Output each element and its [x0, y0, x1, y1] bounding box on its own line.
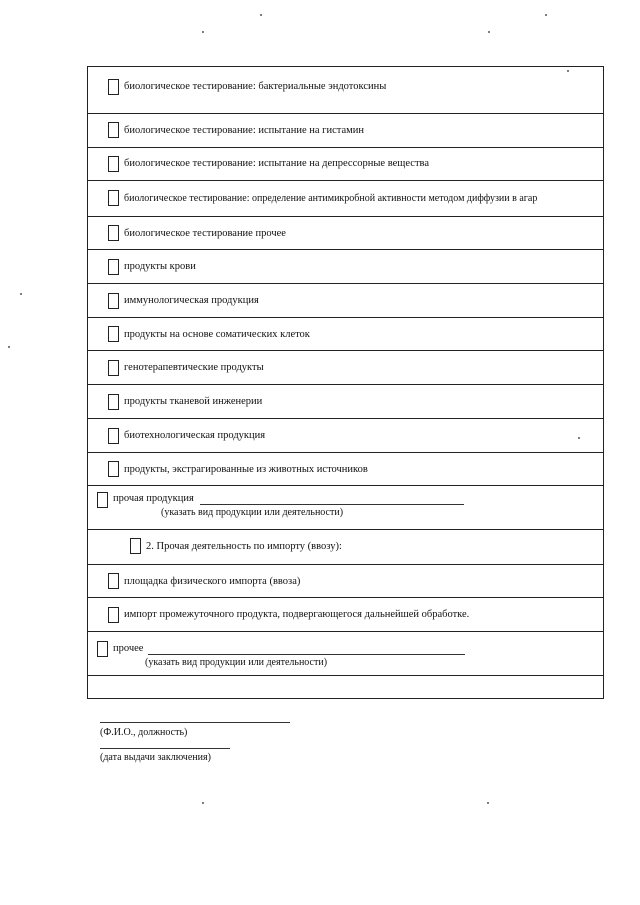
item-label: иммунологическая продукция [124, 295, 259, 306]
table-row [88, 318, 603, 351]
checkbox-blood-products[interactable] [108, 259, 119, 275]
table-row [88, 385, 603, 419]
table-row [88, 284, 603, 318]
name-position-label: (Ф.И.О., должность) [100, 727, 188, 738]
checkbox-intermediate-import[interactable] [108, 607, 119, 623]
checkbox-somatic-cells[interactable] [108, 326, 119, 342]
item-label: биологическое тестирование: испытание на гистамин [124, 125, 364, 136]
table-row [88, 419, 603, 453]
scan-speck [260, 14, 262, 16]
table-row [88, 148, 603, 181]
activity-table [87, 66, 604, 699]
scan-speck [545, 14, 547, 16]
checkbox-bacterial-endotoxins[interactable] [108, 79, 119, 95]
item-label: продукты, экстрагированные из животных источников [124, 464, 368, 475]
scan-speck [488, 31, 490, 33]
table-row [88, 530, 603, 565]
scan-speck [202, 802, 204, 804]
item-label: биологическое тестирование: определение антимикробной активности методом диффузии в агар [124, 193, 538, 204]
other-production-hint: (указать вид продукции или деятельности) [161, 507, 344, 518]
item-label: биологическое тестирование прочее [124, 228, 286, 239]
item-label: продукты тканевой инженерии [124, 396, 263, 407]
item-label: биотехнологическая продукция [124, 430, 266, 441]
checkbox-other-production[interactable] [97, 492, 108, 508]
checkbox-tissue-engineering[interactable] [108, 394, 119, 410]
scan-speck [8, 346, 10, 348]
checkbox-physical-import-site[interactable] [108, 573, 119, 589]
checkbox-depressor-substances[interactable] [108, 156, 119, 172]
other-activity-field[interactable] [148, 654, 465, 655]
checkbox-antimicrobial-activity[interactable] [108, 190, 119, 206]
name-position-line[interactable] [100, 722, 290, 723]
scan-speck [567, 70, 569, 72]
other-activity-hint: (указать вид продукции или деятельности) [145, 657, 328, 668]
table-row [88, 114, 603, 148]
scan-speck [487, 802, 489, 804]
item-label: импорт промежуточного продукта, подвергающегося дальнейшей обработке. [124, 609, 470, 620]
item-label: площадка физического импорта (ввоза) [124, 576, 301, 587]
checkbox-biotesting-other[interactable] [108, 225, 119, 241]
item-label: продукты на основе соматических клеток [124, 329, 310, 340]
table-row [88, 67, 603, 114]
item-label: генотерапевтические продукты [124, 362, 264, 373]
table-row [88, 217, 603, 250]
checkbox-section2[interactable] [130, 538, 141, 554]
table-row [88, 632, 603, 676]
item-label: продукты крови [124, 261, 196, 272]
issue-date-label: (дата выдачи заключения) [100, 752, 211, 763]
other-production-label: прочая продукция [113, 493, 194, 504]
table-row-empty [88, 676, 603, 698]
table-row [88, 351, 603, 385]
table-row [88, 250, 603, 284]
checkbox-histamine-test[interactable] [108, 122, 119, 138]
table-row [88, 565, 603, 598]
table-row [88, 453, 603, 486]
scan-speck [202, 31, 204, 33]
checkbox-animal-extracts[interactable] [108, 461, 119, 477]
checkbox-immunological[interactable] [108, 293, 119, 309]
issue-date-line[interactable] [100, 748, 230, 749]
item-label: биологическое тестирование: бактериальные эндотоксины [124, 81, 387, 92]
checkbox-gene-therapy[interactable] [108, 360, 119, 376]
item-label: биологическое тестирование: испытание на депрессорные вещества [124, 158, 430, 169]
table-row [88, 486, 603, 530]
checkbox-biotech[interactable] [108, 428, 119, 444]
other-production-field[interactable] [200, 504, 464, 505]
scan-speck [578, 437, 580, 439]
checkbox-other-activity[interactable] [97, 641, 108, 657]
section2-title: 2. Прочая деятельность по импорту (ввозу): [146, 541, 342, 552]
other-activity-label: прочее [113, 643, 144, 654]
scan-speck [20, 293, 22, 295]
table-row [88, 181, 603, 217]
table-row [88, 598, 603, 632]
